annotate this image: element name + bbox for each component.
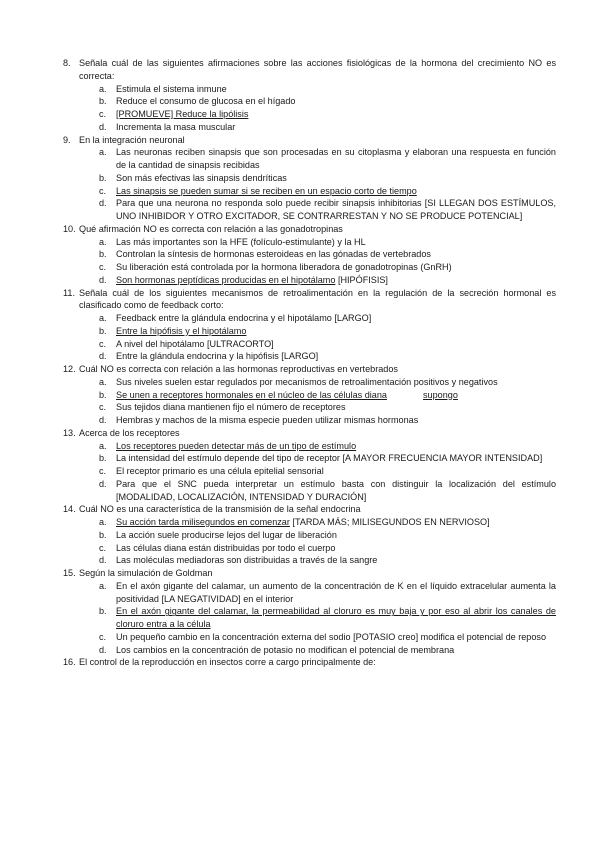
answer-option [0,631,600,644]
question-number: 11. [63,287,75,298]
option-letter: a. [99,313,107,323]
answer-option [0,83,600,96]
answer-option [0,185,600,198]
question-stem [0,567,600,580]
option-letter: d. [99,121,107,132]
option-text: Para que una neurona no responda solo puede recibir sinapsis inhibitorias [116,198,422,209]
option-letter: a. [99,580,107,591]
question-stem [0,656,600,669]
question-number: 15. [63,568,76,578]
answer-option [0,440,600,453]
option-text: La intensidad del estímulo depende del tipo de receptor [116,453,340,464]
option-text: El receptor primario es una célula epitelial sensorial [116,466,324,476]
answer-option [0,605,600,631]
option-letter: b. [99,325,107,336]
option-letter: a. [99,83,107,94]
answer-option [0,325,600,338]
option-text: Incrementa la masa muscular [116,121,236,132]
answer-option [0,554,600,567]
question-text: Señala cuál de las siguientes afirmaciones sobre las acciones fisiológicas de la hormona del crecimiento NO es correcta: [79,58,556,81]
option-letter: b. [99,606,107,617]
answer-option [0,172,600,185]
option-text: Las sinapsis se pueden sumar si se reciben en un espacio corto de tiempo [116,185,417,196]
option-letter: d. [99,478,107,489]
question-stem [0,287,600,313]
option-text: Feedback entre la glándula endocrina y el hipotálamo [LARGO] [116,313,372,323]
document-page [0,57,600,669]
option-text: Entre la glándula endocrina y la hipófisis [LARGO] [116,351,319,362]
answer-option [0,108,600,121]
option-text: A nivel del hipotálamo [ULTRACORTO] [116,338,274,349]
answer-option [0,529,600,542]
answer-option [0,376,600,389]
option-letter: d. [99,644,107,655]
option-text: Los cambios en la concentración de potasio no modifican el potencial de membrana [116,644,455,655]
option-letter: a. [99,236,107,247]
option-note: [A MAYOR FRECUENCIA MAYOR INTENSIDAD] [342,453,543,464]
option-letter: d. [99,351,107,362]
option-letter: c. [99,262,107,272]
answer-option [0,414,600,427]
option-letter: a. [99,517,107,527]
question-number: 10. [63,223,76,234]
question-number: 12. [63,364,76,374]
option-letter: a. [99,147,107,158]
option-letter: c. [99,466,107,476]
question-number: 13. [63,427,76,438]
answer-option [0,261,600,274]
option-letter: b. [99,389,107,400]
option-text: Las neuronas reciben sinapsis que son procesadas en su citoplasma y elaboran una respuesta en función de la cantidad de sinapsis recibidas [116,147,556,170]
option-letter: d. [99,274,107,285]
option-text: Para que el SNC pueda interpretar un estímulo basta con distinguir la localización del estímulo [116,478,556,489]
question-stem [0,223,600,236]
question-text: Señala cuál de los siguientes mecanismos de retroalimentación en la regulación de la secreción hormonal es clasificado como de feedback corto: [79,287,556,311]
option-letter: a. [99,440,107,451]
option-letter: c. [99,185,107,196]
answer-option [0,248,600,261]
question-text: El control de la reproducción en insectos corre a cargo principalmente de: [79,657,376,668]
question-stem [0,503,600,516]
option-letter: c. [99,631,107,642]
answer-option [0,197,600,223]
option-text: En el axón gigante del calamar, la permeabilidad al cloruro es muy baja y por eso al abrir los canales de cloruro entra a la célula [116,606,556,629]
option-text: Su acción tarda milisegundos en comenzar [116,517,290,527]
option-letter: d. [99,555,107,566]
option-note: [HIPÓFISIS] [337,274,388,285]
question-text: Cuál NO es correcta con relación a las hormonas reproductivas en vertebrados [79,364,398,374]
option-text: Las células diana están distribuidas por todo el cuerpo [116,542,336,553]
answer-option [0,465,600,478]
answer-option [0,338,600,351]
answer-option [0,516,600,529]
option-letter: d. [99,198,107,209]
question-number: 9. [63,134,71,145]
option-text: Las moléculas mediadoras son distribuidas a través de la sangre [116,555,378,566]
option-extra: supongo [422,389,458,400]
answer-option [0,121,600,134]
answer-option [0,452,600,465]
option-text: Los receptores pueden detectar más de un tipo de estímulo [116,440,357,451]
option-letter: c. [99,542,107,553]
question-stem [0,134,600,147]
option-letter: c. [99,402,107,413]
question-text: Acerca de los receptores [79,427,180,438]
answer-option [0,478,600,504]
option-text: Son más efectivas las sinapsis dendríticas [116,172,287,183]
option-text: Se unen a receptores hormonales en el núcleo de las células diana [116,389,387,400]
option-text: Entre la hipófisis y el hipotálamo [116,325,247,336]
question-text: Según la simulación de Goldman [79,568,213,578]
question-stem [0,363,600,376]
option-text: Son hormonas peptídicas producidas en el hipotálamo [116,274,336,285]
question-number: 8. [63,58,71,68]
option-text: Las más importantes son la HFE (folículo-estimulante) y la HL [116,236,366,247]
option-letter: b. [99,453,107,464]
answer-option [0,580,600,606]
answer-option [0,401,600,414]
option-text: Su liberación está controlada por la hormona liberadora de gonadotropinas (GnRH) [116,262,452,272]
option-letter: c. [99,338,107,349]
option-note: [TARDA MÁS; MILISEGUNDOS EN NERVIOSO] [292,517,490,527]
option-letter: b. [99,96,107,107]
answer-option [0,146,600,172]
option-letter: b. [99,529,107,540]
answer-option [0,95,600,108]
option-letter: b. [99,249,107,260]
question-text: En la integración neuronal [79,134,185,145]
option-text: Hembras y machos de la misma especie pueden utilizar mismas hormonas [116,415,419,425]
option-letter: a. [99,376,107,387]
question-text: Cuál NO es una característica de la transmisión de la señal endocrina [79,504,361,515]
answer-option [0,542,600,555]
question-text: Qué afirmación NO es correcta con relación a las gonadotropinas [79,223,343,234]
option-letter: d. [99,415,107,425]
option-text: En el axón gigante del calamar, un aumento de la concentración de K en el líquido extracelular aumenta la positividad [LA NEGATIVIDAD] en el interior [116,580,556,604]
answer-option [0,274,600,287]
option-text: Sus tejidos diana mantienen fijo el número de receptores [116,402,346,413]
option-note: [SI LLEGAN DOS ESTÍMULOS, UNO INHIBIDOR Y OTRO EXCITADOR, SE CONTRARRESTAN Y NO SE PRODUCE POTENCIAL] [116,198,556,221]
option-text: [PROMUEVE] Reduce la lipólisis [116,109,249,119]
answer-option [0,236,600,249]
option-text: Un pequeño cambio en la concentración externa del sodio [POTASIO creo] modifica el potencial de reposo [116,631,547,642]
question-stem [0,427,600,440]
answer-option [0,644,600,657]
option-text: La acción suele producirse lejos del lugar de liberación [116,529,337,540]
option-text: Sus niveles suelen estar regulados por mecanismos de retroalimentación positivos y negativos [116,376,498,387]
question-number: 14. [63,504,76,515]
answer-option [0,350,600,363]
answer-option [0,389,600,402]
answer-option [0,312,600,325]
option-text: Controlan la síntesis de hormonas esteroideas en las gónadas de vertebrados [116,249,431,260]
question-stem [0,57,600,83]
option-text: Reduce el consumo de glucosa en el hígado [116,96,296,107]
question-number: 16. [63,657,76,668]
option-letter: b. [99,172,107,183]
option-letter: c. [99,109,107,119]
option-text: Estimula el sistema inmune [116,83,227,94]
option-note: [MODALIDAD, LOCALIZACIÓN, INTENSIDAD Y DURACIÓN] [116,491,367,502]
